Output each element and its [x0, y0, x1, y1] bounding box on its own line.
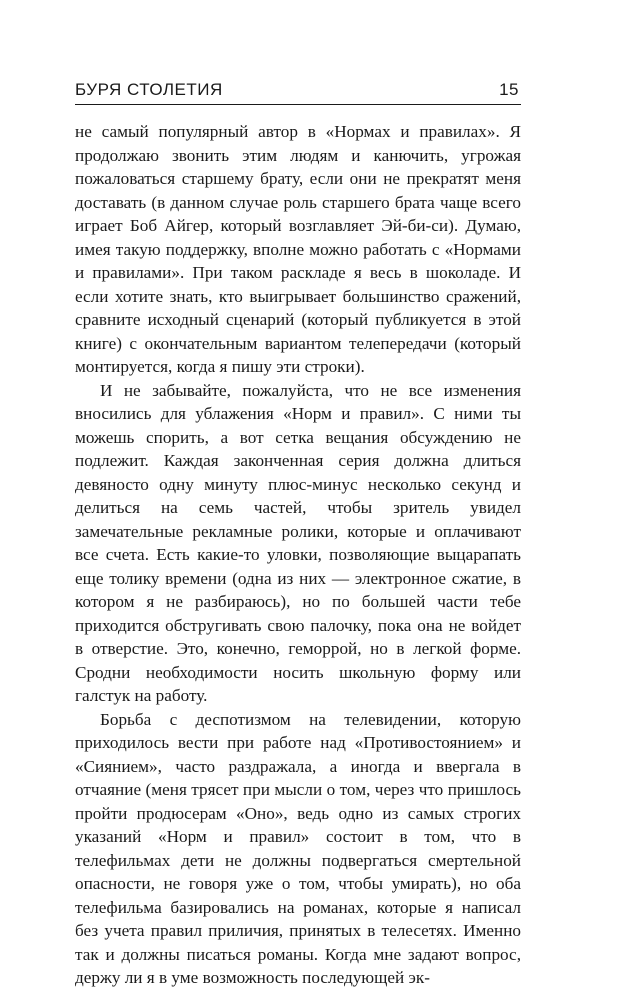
page-number: 15 — [499, 80, 519, 99]
paragraph: Борьба с деспотизмом на телевидении, которую приходилось вести при работе над «Противостоянием» и «Сиянием», часто раздражала, а иногда и ввергала в отчаяние (меня трясет при мысли о том, через что пришлось пройти продюсерам «Оно», ведь одно из самых строгих указаний «Норм и правил» состоит в том, что в телефильмах дети не должны подвергаться смертельной опасности, не говоря уже о том, чтобы умирать), но оба телефильма базировались на романах, которые я написал без учета правил приличия, принятых в телесетях. Именно так и должны писаться романы. Когда мне задают вопрос, держу ли я в уме возможность последующей эк- — [75, 709, 521, 987]
running-head — [75, 80, 521, 105]
paragraph: И не забывайте, пожалуйста, что не все изменения вносились для ублажения «Норм и правил». С ними ты можешь спорить, а вот сетка вещания обсуждению не подлежит. Каждая законченная серия должна длиться девяносто одну минуту плюс-минус несколько секунд и делиться на семь частей, чтобы зритель увидел замечательные рекламные ролики, которые и оплачивают все счета. Есть какие-то уловки, позволяющие выцарапать еще толику времени (одна из них — электронное сжатие, в котором я не разбираюсь), но по большей части тебе приходится обстругивать свою палочку, пока она не войдет в отверстие. Это, конечно, геморрой, но в легкой форме. Сродни необходимости носить школьную форму или галстук на работу. — [75, 380, 521, 705]
book-title: БУРЯ СТОЛЕТИЯ — [75, 80, 223, 99]
paragraph-continued: не самый популярный автор в «Нормах и правилах». Я продолжаю звонить этим людям и канючить, угрожая пожаловаться старшему брату, если они не прекратят меня доставать (в данном случае роль старшего брата чаще всего играет Боб Айгер, который возглавляет Эй-би-си). Думаю, имея такую поддержку, вполне можно работать с «Нормами и правилами». При таком раскладе я весь в шоколаде. И если хотите знать, кто выигрывает большинство сражений, сравните исходный сценарий (который публикуется в этой книге) с окончательным вариантом телепередачи (который монтируется, когда я пишу эти строки). — [75, 122, 521, 376]
body-text — [75, 120, 521, 990]
